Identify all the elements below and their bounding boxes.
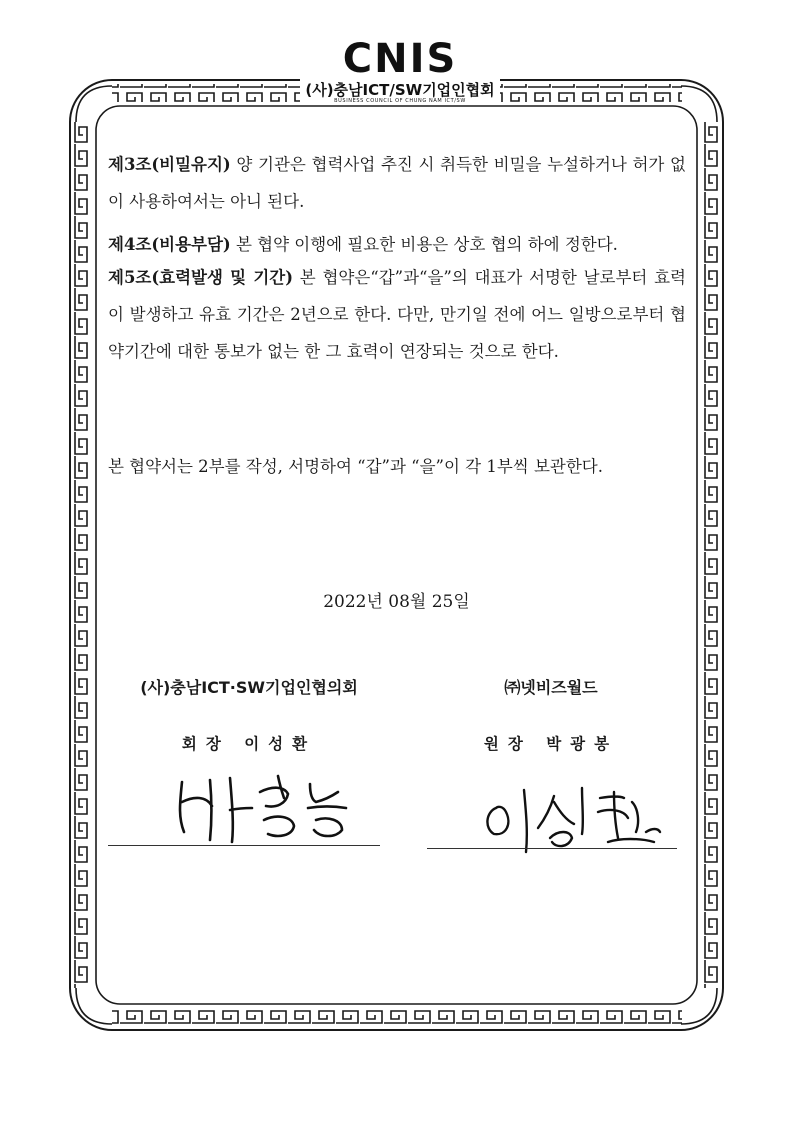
party-1-org: (사)충남ICT·SW기업인협의회 — [140, 678, 358, 697]
article-5 — [108, 259, 686, 370]
article-title: 제4조(비용부담) — [108, 235, 231, 254]
organization-logo — [300, 38, 500, 105]
party-2-org: ㈜넷비즈월드 — [504, 678, 598, 697]
party-1-signature-line — [108, 845, 380, 846]
article-body: 본 협약 이행에 필요한 비용은 상호 협의 하에 정한다. — [230, 235, 618, 254]
party-2-signature-text: 이 성 환 — [564, 851, 576, 855]
party-1-signature-text: 박 광 봉 — [254, 839, 266, 843]
logo-org-name: (사)충남ICT/SW기업인협회 — [305, 81, 495, 99]
logo-org-english: BUSINESS COUNCIL OF CHUNG NAM ICT/SW — [334, 98, 466, 104]
party-2-rep: 원장 박광봉 — [483, 734, 619, 753]
agreement-date: 2022년 08월 25일 — [323, 592, 470, 612]
party-1-rep: 회장 이성환 — [181, 734, 317, 753]
article-3 — [108, 146, 686, 220]
article-body: 본 협약은“갑”과“을”의 대표가 서명한 날로부터 효력이 발생하고 유효 기간은 2년으로 한다. 다만, 만기일 전에 어느 일방으로부터 협약기간에 대한 통보가 없는 한 그 효력이 연장되는 것으로 한다. — [108, 268, 686, 361]
article-body: 양 기관은 협력사업 추진 시 취득한 비밀을 누설하거나 허가 없이 사용하여서는 아니 된다. — [108, 155, 686, 211]
article-title: 제5조(효력발생 및 기간) — [108, 268, 294, 287]
party-1-signature — [160, 762, 360, 847]
article-4 — [108, 226, 686, 263]
logo-mark: CNIS — [342, 36, 458, 82]
party-2-signature — [470, 772, 670, 857]
closing-statement: 본 협약서는 2부를 작성, 서명하여 “갑”과 “을”이 각 1부씩 보관한다. — [108, 457, 603, 476]
article-title: 제3조(비밀유지) — [108, 155, 231, 174]
party-2-signature-line — [427, 848, 677, 849]
